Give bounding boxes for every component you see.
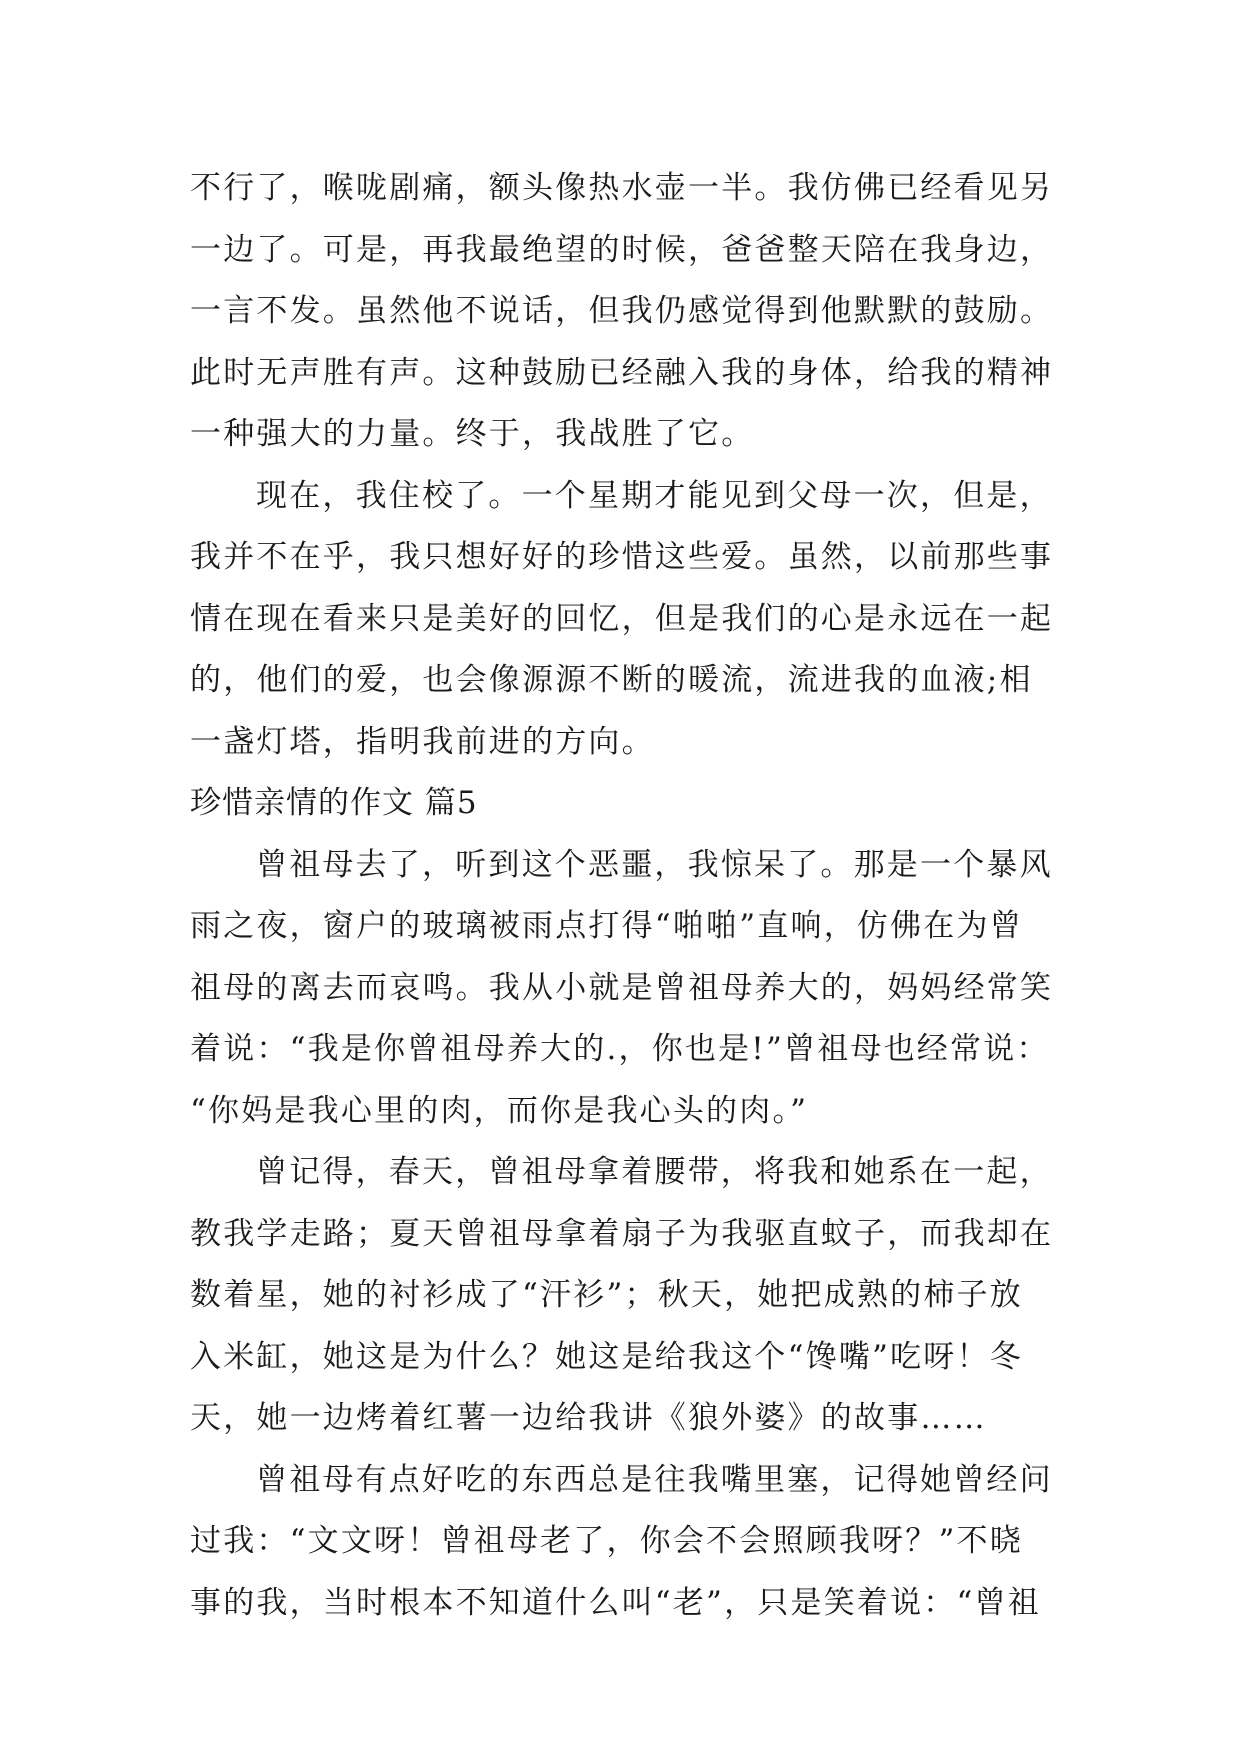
text-line: 祖母的离去而哀鸣。我从小就是曾祖母养大的，妈妈经常笑 [190, 969, 1054, 1006]
text-line: 曾祖母有点好吃的东西总是往我嘴里塞，记得她曾经问 [256, 1461, 1053, 1498]
text-line: 一言不发。虽然他不说话，但我仍感觉得到他默默的鼓励。 [190, 293, 1054, 329]
text-line: “你妈是我心里的肉，而你是我心头的肉。” [190, 1092, 809, 1129]
text-line: 数着星，她的衬衫成了“汗衫”；秋天，她把成熟的柿子放 [190, 1277, 1023, 1313]
text-line: 曾记得，春天，曾祖母拿着腰带，将我和她系在一起， [256, 1154, 1053, 1190]
text-line: 一种强大的力量。终于，我战胜了它。 [190, 416, 755, 452]
text-line: 此时无声胜有声。这种鼓励已经融入我的身体，给我的精神 [190, 354, 1054, 391]
text-line: 曾祖母去了，听到这个恶噩，我惊呆了。那是一个暴风 [256, 846, 1053, 883]
text-line: 的，他们的爱，也会像源源不断的暖流，流进我的血液;相 [190, 662, 1033, 698]
text-line: 不行了，喉咙剧痛，额头像热水壶一半。我仿佛已经看见另 [190, 170, 1054, 206]
text-line: 教我学走路；夏天曾祖母拿着扇子为我驱直蚊子，而我却在 [190, 1215, 1054, 1252]
text-line: 情在现在看来只是美好的回忆，但是我们的心是永远在一起 [190, 600, 1054, 637]
text-line: 我并不在乎，我只想好好的珍惜这些爱。虽然，以前那些事 [190, 539, 1054, 575]
text-line: 天，她一边烤着红薯一边给我讲《狼外婆》的故事…… [190, 1400, 987, 1436]
text-line: 着说：“我是你曾祖母养大的.，你也是!”曾祖母也经常说： [190, 1031, 1050, 1067]
section-heading: 珍惜亲情的作文 篇5 [190, 785, 478, 821]
text-line: 雨之夜，窗户的玻璃被雨点打得“啪啪”直响，仿佛在为曾 [190, 908, 1023, 944]
text-line: 现在，我住校了。一个星期才能见到父母一次，但是， [256, 477, 1053, 514]
text-line: 入米缸，她这是为什么？她这是给我这个“馋嘴”吃呀！冬 [190, 1338, 1023, 1375]
document-body [190, 158, 1090, 1634]
text-line: 一边了。可是，再我最绝望的时候，爸爸整天陪在我身边， [190, 231, 1054, 268]
text-line: 事的我，当时根本不知道什么叫“老”，只是笑着说：“曾祖 [190, 1584, 1041, 1621]
text-line: 一盏灯塔，指明我前进的方向。 [190, 723, 655, 760]
text-line: 过我：“文文呀！曾祖母老了，你会不会照顾我呀？”不晓 [190, 1523, 1023, 1559]
